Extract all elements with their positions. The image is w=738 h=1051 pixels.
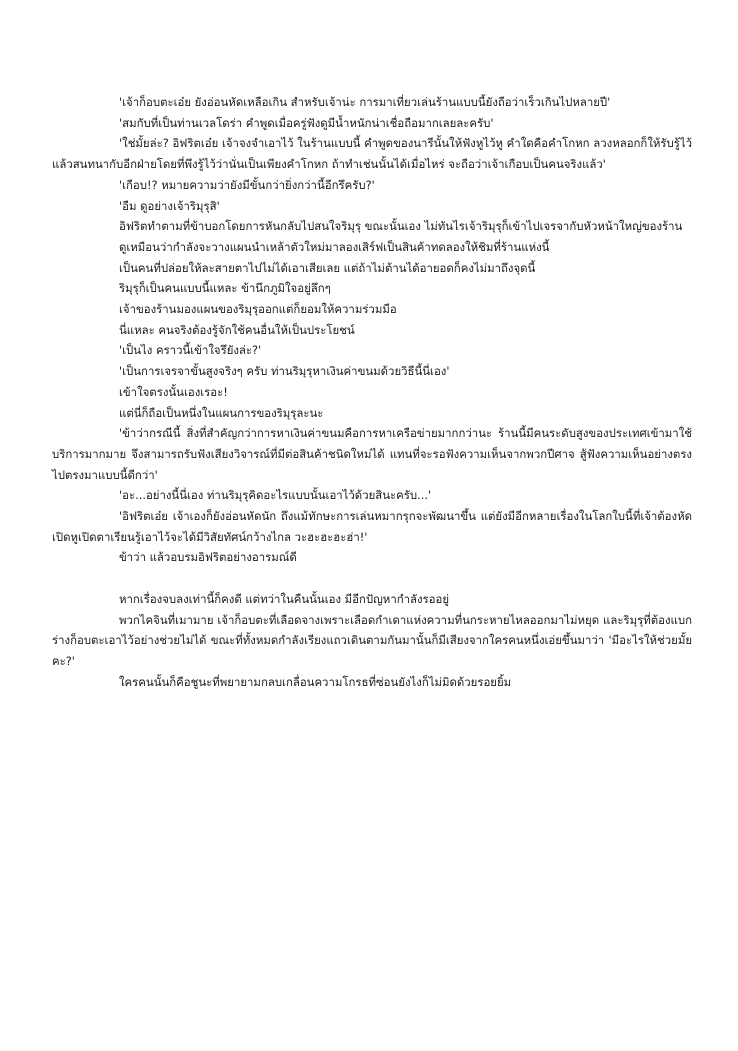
paragraph: เข้าใจตรงนั้นเองเรอะ!: [119, 384, 228, 399]
paragraph: ริมุรุก็เป็นคนแบบนี้แหละ ข้านึกภูมิใจอยู่ลึกๆ: [119, 281, 331, 296]
paragraph: 'เกือบ!? หมายความว่ายังมีขั้นกว่ายิ่งกว่านี้อีกรึครับ?': [119, 177, 375, 192]
paragraph: แต่นี่ก็ถือเป็นหนึ่งในแผนการของริมุรุละนะ: [119, 405, 324, 420]
paragraph: อิฟริตทำตามที่ข้าบอกโดยการหันกลับไปสนใจริมุรุ ขณะนั้นเอง ไม่ทันไรเจ้าริมุรุก็เข้าไปเจรจากับหัวหน้าใหญ่ของร้าน: [119, 219, 683, 234]
paragraph: 'อิฟริตเอ๋ย เจ้าเองก็ยังอ่อนหัดนัก ถึงแม้ทักษะการเล่นหมากรุกจะพัฒนาขึ้น แต่ยังมีอีกหลายเรื่องในโลกใบนี้ที่เจ้าต้องหัดเปิดหูเปิดตาเรียนรู้เอาไว้จะได้มีวิสัยทัศน์กว้างไกล วะฮะฮะฮะฮ่า!': [52, 509, 692, 544]
paragraph: ข้าว่า แล้วอบรมอิฟริตอย่างอารมณ์ดี: [119, 550, 297, 565]
paragraph: 'อืม ดูอย่างเจ้าริมุรุสิ': [119, 198, 220, 213]
paragraph: หากเรื่องจบลงเท่านี้ก็คงดี แต่ทว่าในคืนนั้นเอง มีอีกปัญหากำลังรออยู่: [119, 591, 450, 606]
paragraph: นี่แหละ คนจริงต้องรู้จักใช้คนอื่นให้เป็นประโยชน์: [119, 322, 355, 337]
paragraph: เจ้าของร้านมองแผนของริมุรุออกแต่ก็ยอมให้ความร่วมมือ: [119, 302, 397, 317]
paragraph: 'อะ...อย่างนี้นี่เอง ท่านริมุรุคิดอะไรแบบนั้นเอาไว้ด้วยสินะครับ...': [119, 488, 432, 503]
paragraph: 'สมกับที่เป็นท่านเวลโดร่า คำพูดเมื่อครู่ฟังดูมีน้ำหนักน่าเชื่อถือมากเลยละครับ': [119, 115, 494, 130]
paragraph: 'ข้าว่ากรณีนี้ สิ่งที่สำคัญกว่าการหาเงินค่าขนมคือการหาเครือข่ายมากกว่านะ ร้านนี้มีคนระดับสูงของประเทศเข้ามาใช้บริการมากมาย จึงสามารถรับฟังเสียงวิจารณ์ที่มีต่อสินค้าชนิดใหม่ได้ แทนที่จะรอฟังความเห็นจากพวกปีศาจ สู้ฟังความเห็นอย่างตรงไปตรงมาแบบนี้ดีกว่า': [52, 426, 692, 482]
story-text: [52, 92, 692, 692]
paragraph: 'เป็นไง คราวนี้เข้าใจรึยังล่ะ?': [119, 343, 262, 358]
paragraph: เป็นคนที่ปล่อยให้ละสายตาไปไม่ได้เอาเสียเลย แต่ถ้าไม่ต้านได้อายอดก็คงไม่มาถึงจุดนี้: [119, 260, 536, 275]
paragraph: 'เป็นการเจรจาขั้นสูงจริงๆ ครับ ท่านริมุรุหาเงินค่าขนมด้วยวิธีนี้นี่เอง': [119, 364, 450, 379]
paragraph: 'เจ้าก็อบตะเอ๋ย ยังอ่อนหัดเหลือเกิน สำหรับเจ้าน่ะ การมาเที่ยวเล่นร้านแบบนี้ยังถือว่าเร็วเกินไปหลายปี': [119, 95, 611, 109]
paragraph: ดูเหมือนว่ากำลังจะวางแผนนำเหล้าตัวใหม่มาลองเสิร์ฟเป็นสินค้าทดลองให้ชิมที่ร้านแห่งนี้: [119, 239, 550, 254]
paragraph: ใครคนนั้นก็คือชูนะที่พยายามกลบเกลื่อนความโกรธที่ซ่อนยังไงก็ไม่มิดด้วยรอยยิ้ม: [119, 674, 512, 689]
paragraph: พวกไคจินที่เมามาย เจ้าก็อบตะที่เลือดจางเพราะเลือดกำเดาแห่งความที่นกระหายไหลออกมาไม่หยุด และริมุรุที่ต้องแบกร่างก็อบตะเอาไว้อย่างช่วยไม่ได้ ขณะที่ทั้งหมดกำลังเรียงแถวเดินตามกันมานั้นก็มีเสียงจากใครคนหนึ่งเอ่ยขึ้นมาว่า 'มีอะไรให้ช่วยมั้ยคะ?': [52, 612, 692, 668]
paragraph: 'ใช่มั้ยล่ะ? อิฟริตเอ๋ย เจ้าจงจำเอาไว้ ในร้านแบบนี้ คำพูดของนารีนั้นให้ฟังหูไว้หู คำใดคือคำโกหก ลวงหลอกก็ให้รับรู้ไว้ แล้วสนทนากับอีกฝ่ายโดยที่พึงรู้ไว้ว่านั่นเป็นเพียงคำโกหก ถ้าทำเช่นนั้นได้เมื่อไหร่ จะถือว่าเจ้าเกือบเป็นคนจริงแล้ว': [52, 136, 692, 172]
